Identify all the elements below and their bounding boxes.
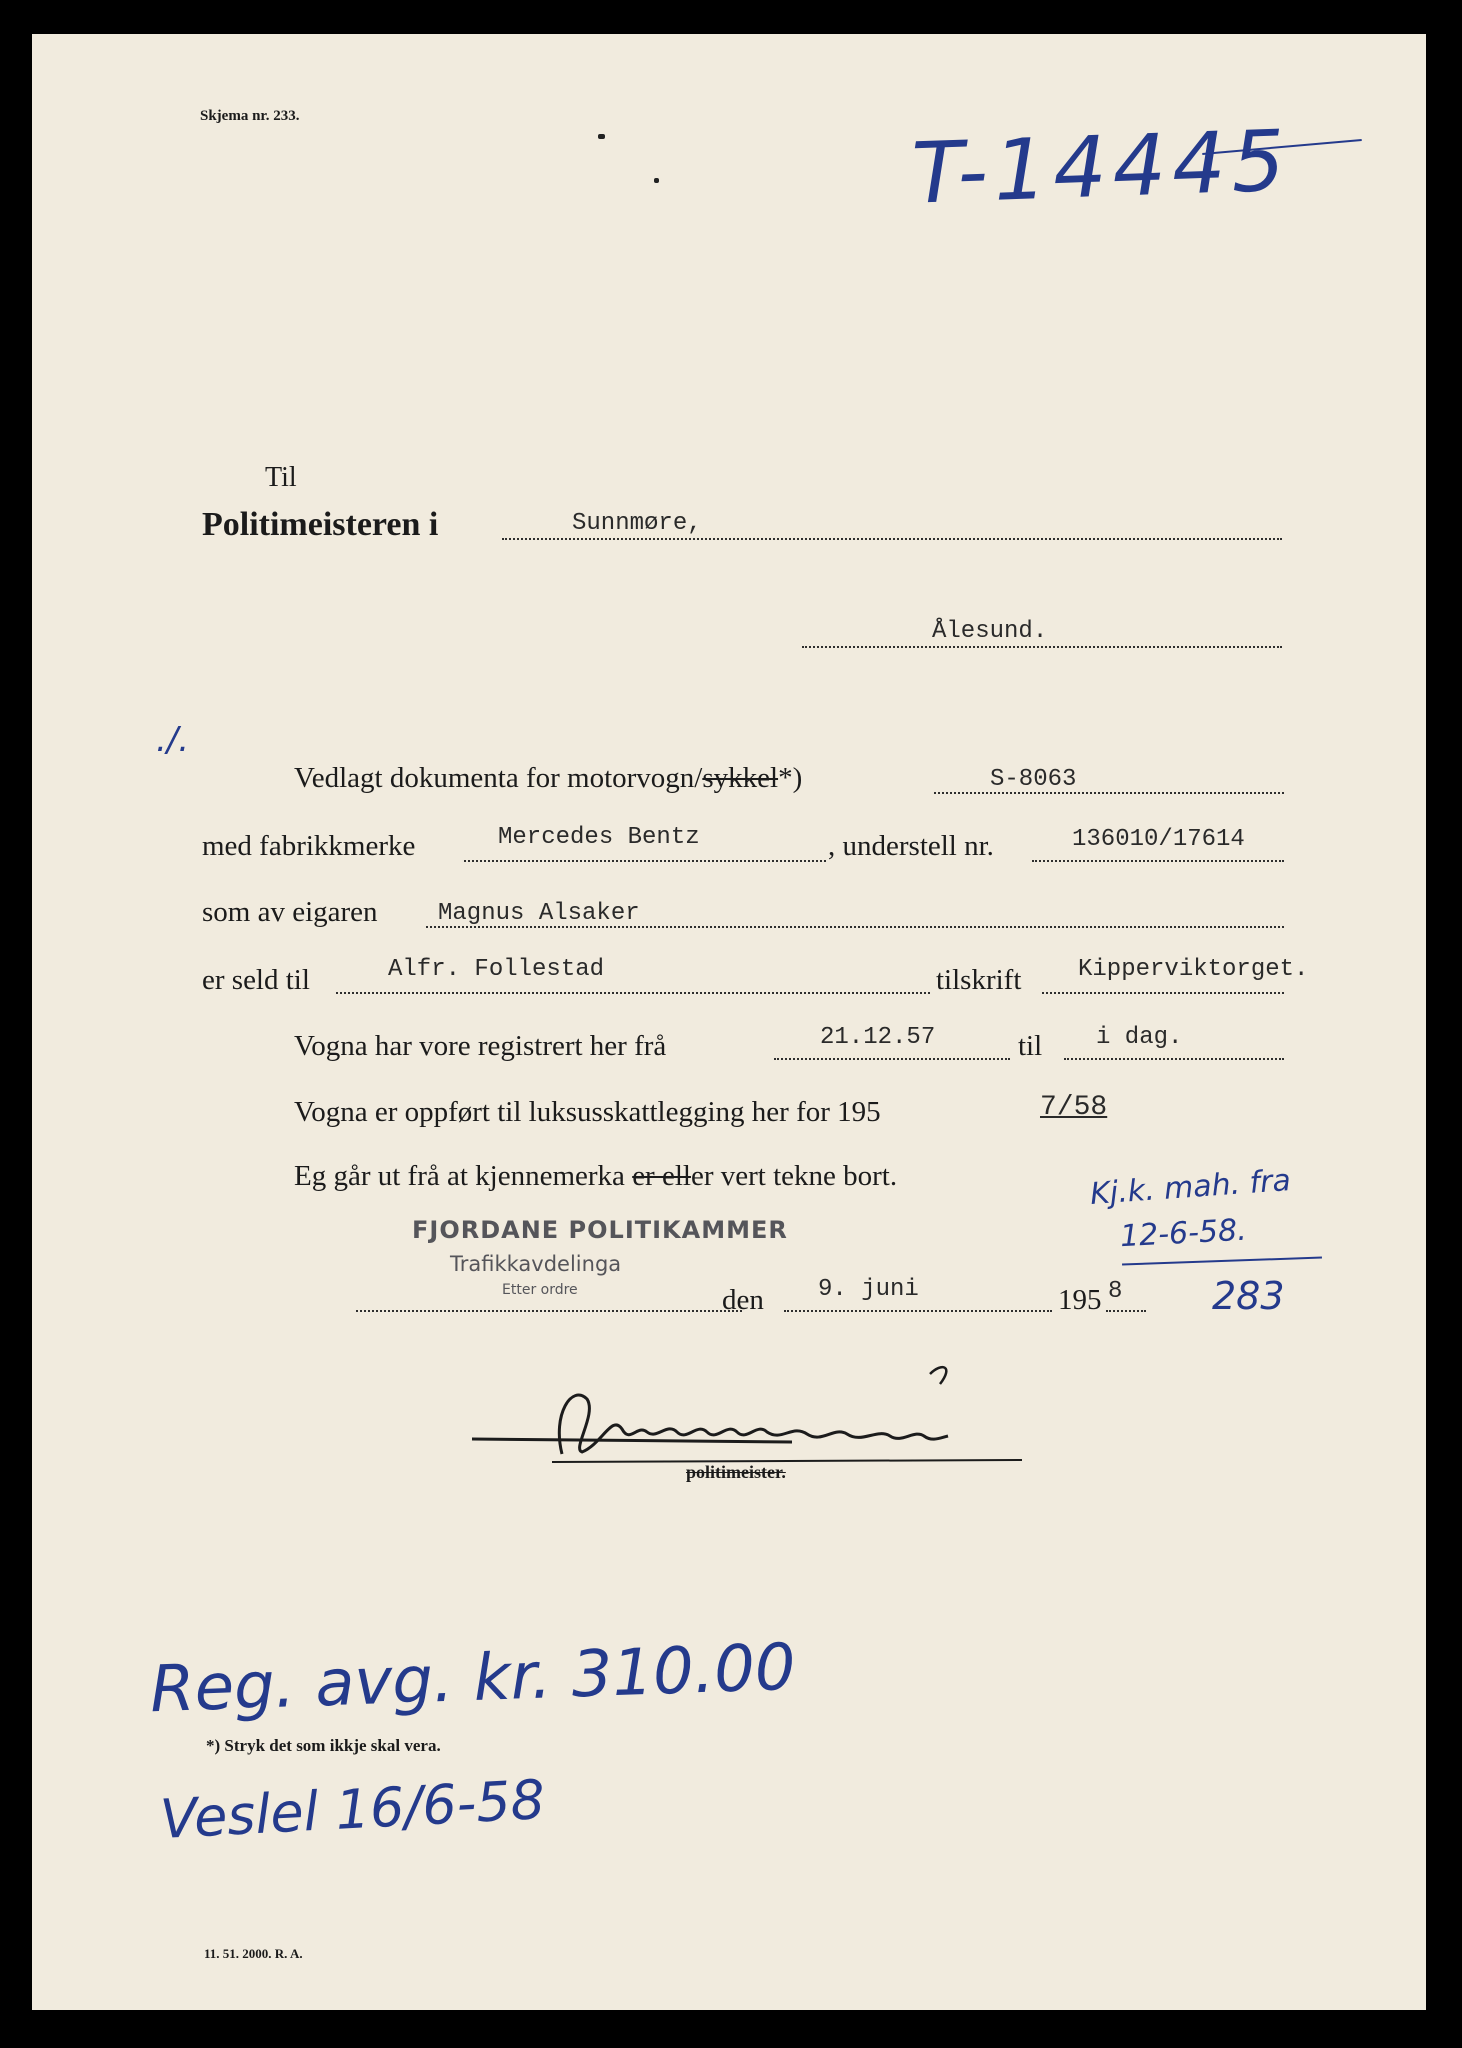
- print-code: 11. 51. 2000. R. A.: [204, 1946, 303, 1961]
- make-line: [464, 860, 826, 862]
- buyer-address-label: tilskrift: [936, 964, 1022, 996]
- chassis-value: 136010/17614: [1072, 826, 1245, 853]
- chassis-line: [1032, 860, 1284, 862]
- city-line: [802, 646, 1282, 648]
- attached-docs-label: [294, 762, 802, 795]
- police-stamp-line2: Trafikkavdelinga: [450, 1252, 622, 1276]
- footnote: *) Stryk det som ikkje skal vera.: [206, 1736, 441, 1755]
- registered-to-line: [1064, 1058, 1284, 1060]
- ink-speck: [598, 134, 605, 139]
- buyer-address-value: Kipperviktorget.: [1078, 956, 1309, 983]
- make-label: med fabrikkmerke: [202, 830, 416, 862]
- owner-label: som av eigaren: [202, 896, 378, 928]
- district-value: Sunnmøre,: [572, 510, 702, 537]
- handwritten-plate-note-line1: Kj.k. mah. fra: [1089, 1163, 1292, 1212]
- ink-speck: [654, 178, 659, 183]
- luxury-tax-label: Vogna er oppført til luksusskattlegging her for 195: [294, 1096, 881, 1128]
- signature-title: politimeister.: [686, 1462, 786, 1482]
- date-line: [784, 1310, 1052, 1312]
- attached-docs-text: Vedlagt dokumenta for motorvogn/: [294, 762, 703, 794]
- year-prefix: 195: [1058, 1284, 1102, 1316]
- handwritten-fee: Reg. avg. kr. 310.00: [148, 1630, 797, 1728]
- registration-value: S-8063: [990, 766, 1077, 793]
- registered-to-label: til: [1018, 1030, 1043, 1062]
- plates-label: [294, 1160, 897, 1193]
- plates-struck: er ell: [632, 1160, 691, 1192]
- sykkel-struck: sykkel: [702, 762, 779, 794]
- year-digit: 8: [1108, 1278, 1123, 1305]
- owner-value: Magnus Alsaker: [438, 900, 640, 927]
- police-stamp-line3: Etter ordre: [502, 1282, 578, 1298]
- plates-text-after: er vert tekne bort.: [690, 1160, 898, 1192]
- buyer-label: er seld til: [202, 964, 310, 996]
- police-stamp-line1: FJORDANE POLITIKAMMER: [412, 1216, 788, 1244]
- registered-from-line: [774, 1058, 1010, 1060]
- form-number: Skjema nr. 233.: [200, 108, 300, 124]
- registered-to-value: i dag.: [1096, 1024, 1183, 1051]
- handwritten-slash-mark: ./.: [156, 720, 190, 760]
- date-value: 9. juni: [818, 1276, 919, 1303]
- police-chief-label: Politimeisteren i: [202, 506, 439, 543]
- district-line: [502, 538, 1282, 540]
- buyer-address-line: [1042, 992, 1284, 994]
- handwritten-note-underline: [1122, 1257, 1322, 1266]
- asterisk-paren: *): [778, 762, 803, 794]
- registered-from-value: 21.12.57: [820, 1024, 936, 1051]
- form-sheet: [32, 34, 1426, 2010]
- chassis-label: , understell nr.: [828, 830, 994, 862]
- luxury-tax-years: 7/58: [1040, 1092, 1108, 1123]
- registered-label: Vogna har vore registrert her frå: [294, 1030, 667, 1062]
- buyer-value: Alfr. Follestad: [388, 956, 605, 983]
- registration-line: [934, 792, 1284, 794]
- handwritten-reference-number: T-14445: [910, 111, 1293, 223]
- handwritten-plate-note-line2: 12-6-58.: [1119, 1212, 1248, 1255]
- buyer-line: [336, 992, 930, 994]
- year-line: [1106, 1310, 1146, 1312]
- make-value: Mercedes Bentz: [498, 824, 700, 851]
- handwritten-settled-note: Veslel 16/6-58: [158, 1767, 547, 1852]
- handwritten-note-number: 283: [1212, 1274, 1285, 1318]
- date-label: den: [722, 1284, 764, 1316]
- to-label: Til: [265, 462, 297, 493]
- plates-text-before: Eg går ut frå at kjennemerka: [294, 1160, 633, 1192]
- place-line: [356, 1310, 742, 1312]
- city-value: Ålesund.: [932, 618, 1048, 645]
